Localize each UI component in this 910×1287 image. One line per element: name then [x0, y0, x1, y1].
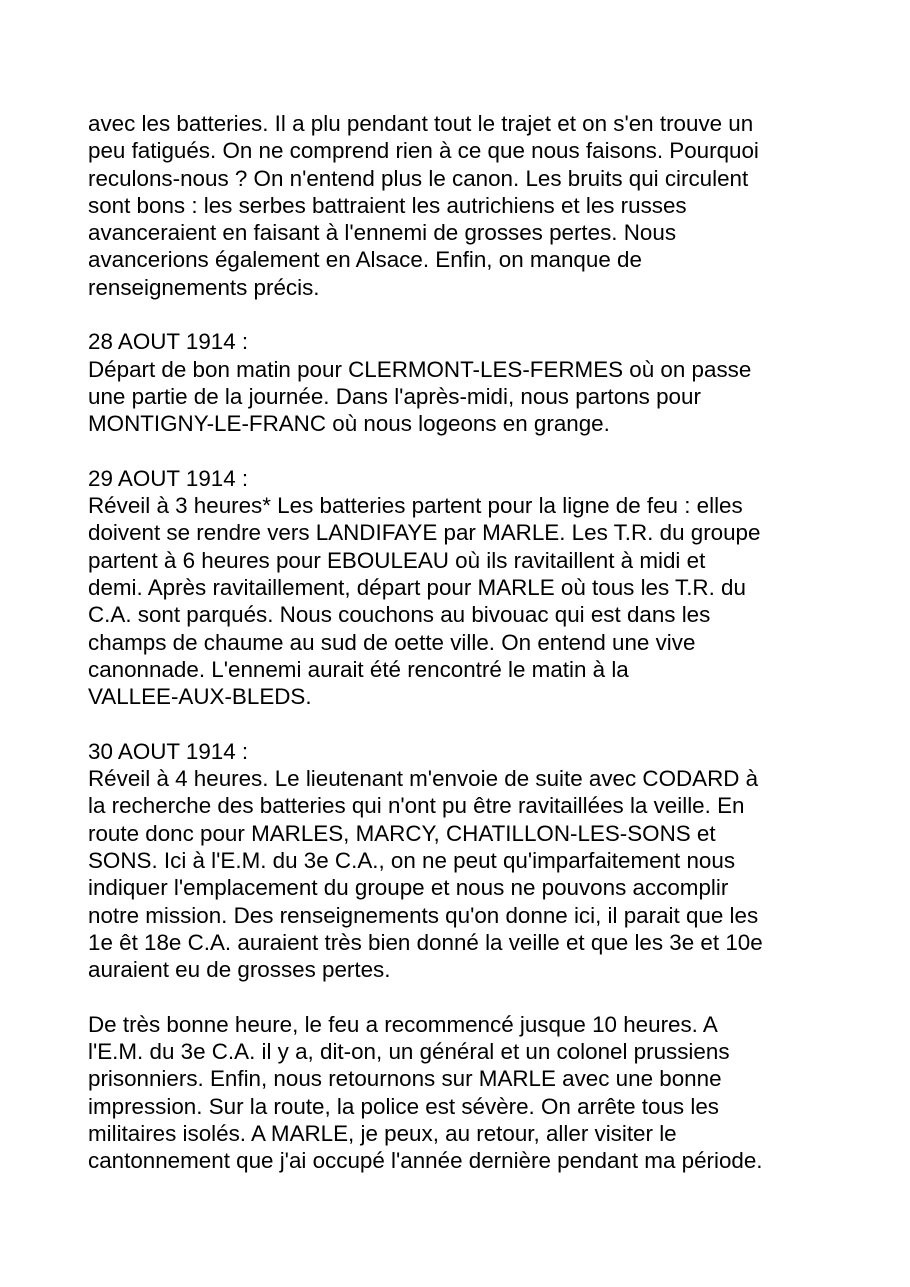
- text-line: renseignements précis.: [88, 274, 320, 300]
- document-page: [88, 110, 828, 1175]
- text-line: avanceraient en faisant à l'ennemi de grosses pertes. Nous: [88, 220, 677, 246]
- paragraph-gap: [88, 984, 828, 1011]
- text-line: peu fatigués. On ne comprend rien à ce que nous faisons. Pourquoi: [88, 138, 759, 164]
- text-line: partent à 6 heures pour EBOULEAU où ils ravitaillent à midi et: [88, 547, 706, 573]
- text-line: Réveil à 3 heures* Les batteries partent pour la ligne de feu : elles: [88, 493, 743, 519]
- text-line: SONS. Ici à l'E.M. du 3e C.A., on ne peut qu'imparfaitement nous: [88, 848, 736, 874]
- text-line: avec les batteries. Il a plu pendant tout le trajet et on s'en trouve un: [88, 111, 754, 136]
- text-line: 1e êt 18e C.A. auraient très bien donné la veille et que les 3e et 10e: [88, 929, 763, 955]
- paragraph-gap: [88, 438, 828, 465]
- text-line: une partie de la journée. Dans l'après-midi, nous partons pour: [88, 383, 701, 409]
- text-line: MONTIGNY-LE-FRANC où nous logeons en grange.: [88, 411, 610, 437]
- text-line: VALLEE-AUX-BLEDS.: [88, 684, 312, 710]
- entry-date-heading: 29 AOUT 1914 :: [88, 465, 249, 491]
- text-line: l'E.M. du 3e C.A. il y a, dit-on, un général et un colonel prussiens: [88, 1039, 730, 1065]
- text-line: cantonnement que j'ai occupé l'année dernière pendant ma période.: [88, 1148, 763, 1174]
- text-line: Départ de bon matin pour CLERMONT-LES-FERMES où on passe: [88, 356, 752, 382]
- text-line: notre mission. Des renseignements qu'on donne ici, il parait que les: [88, 902, 759, 928]
- text-line: route donc pour MARLES, MARCY, CHATILLON-LES-SONS et: [88, 820, 716, 846]
- text-line: reculons-nous ? On n'entend plus le canon. Les bruits qui circulent: [88, 165, 749, 191]
- text-line: indiquer l'emplacement du groupe et nous ne pouvons accomplir: [88, 875, 729, 901]
- text-line: impression. Sur la route, la police est sévère. On arrête tous les: [88, 1093, 719, 1119]
- entry-date-heading: 30 AOUT 1914 :: [88, 738, 249, 764]
- text-line: canonnade. L'ennemi aurait été rencontré le matin à la: [88, 656, 629, 682]
- text-line: demi. Après ravitaillement, départ pour MARLE où tous les T.R. du: [88, 575, 746, 601]
- text-line: champs de chaume au sud de oette ville. On entend une vive: [88, 629, 696, 655]
- text-line: doivent se rendre vers LANDIFAYE par MARLE. Les T.R. du groupe: [88, 520, 761, 546]
- paragraph-intro: [88, 110, 828, 301]
- text-line: C.A. sont parqués. Nous couchons au bivouac qui est dans les: [88, 602, 711, 628]
- text-line: Réveil à 4 heures. Le lieutenant m'envoie de suite avec CODARD à: [88, 766, 759, 792]
- paragraph-29-aout: [88, 465, 828, 711]
- text-line: prisonniers. Enfin, nous retournons sur MARLE avec une bonne: [88, 1066, 722, 1092]
- text-line: la recherche des batteries qui n'ont pu être ravitaillées la veille. En: [88, 793, 745, 819]
- text-line: De très bonne heure, le feu a recommencé jusque 10 heures. A: [88, 1011, 718, 1037]
- entry-date-heading: 28 AOUT 1914 :: [88, 329, 249, 355]
- text-line: sont bons : les serbes battraient les autrichiens et les russes: [88, 192, 687, 218]
- paragraph-30-aout: [88, 738, 828, 984]
- paragraph-gap: [88, 301, 828, 328]
- paragraph-28-aout: [88, 328, 828, 437]
- text-line: avancerions également en Alsace. Enfin, on manque de: [88, 247, 642, 273]
- paragraph-gap: [88, 711, 828, 738]
- paragraph-continuation: [88, 1011, 828, 1175]
- text-line: militaires isolés. A MARLE, je peux, au retour, aller visiter le: [88, 1120, 677, 1146]
- text-line: auraient eu de grosses pertes.: [88, 957, 391, 983]
